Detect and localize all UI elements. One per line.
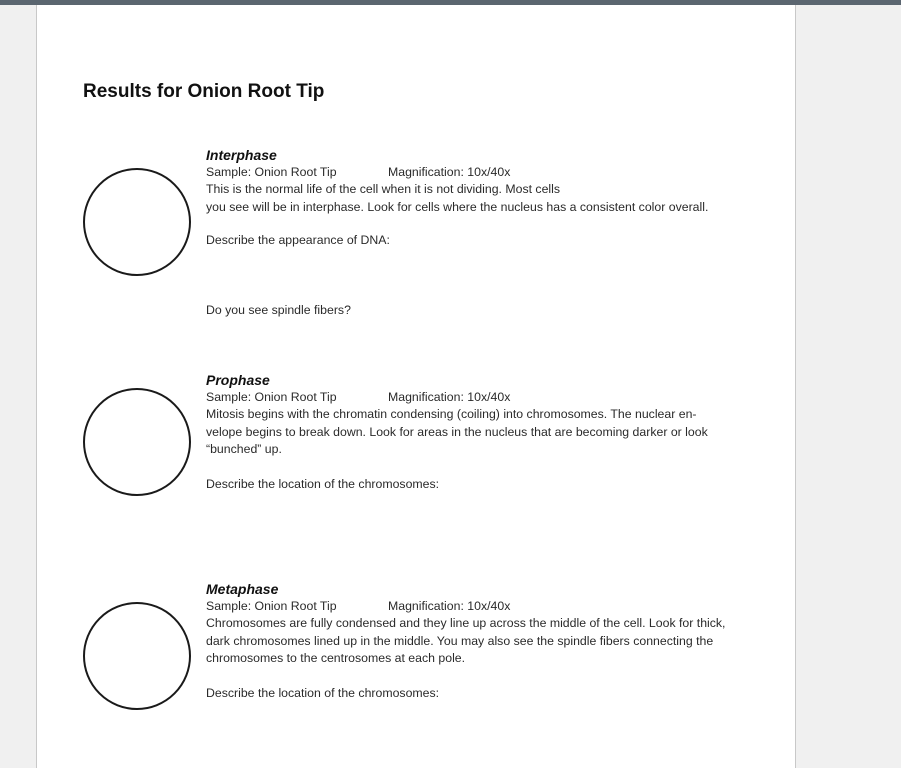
phase-description: Mitosis begins with the chromatin condensing (coiling) into chromosomes. The nuclear en- velope begins to break down. Look for areas in the nucleus that are becoming darker or look “bunched” up. — [206, 407, 708, 456]
question-dna-appearance: Describe the appearance of DNA: — [206, 233, 390, 248]
sample-label: Sample: Onion Root Tip — [206, 165, 337, 179]
phase-text-prophase — [206, 371, 766, 493]
phase-heading: Prophase — [206, 372, 270, 388]
document-title: Results for Onion Root Tip — [83, 81, 325, 102]
sample-row — [206, 598, 766, 615]
phase-heading: Metaphase — [206, 581, 279, 597]
phase-description: This is the normal life of the cell when it is not dividing. Most cells you see will be in interphase. Look for cells where the nucleus has a consistent color overall. — [206, 182, 709, 214]
sample-row — [206, 389, 766, 406]
sample-row — [206, 164, 766, 181]
observation-circle-metaphase — [83, 602, 191, 710]
phase-heading: Interphase — [206, 147, 277, 163]
observation-circle-prophase — [83, 388, 191, 496]
phase-text-metaphase — [206, 580, 766, 702]
sample-label: Sample: Onion Root Tip — [206, 390, 337, 404]
sample-label: Sample: Onion Root Tip — [206, 599, 337, 613]
question-chromosome-location: Describe the location of the chromosomes: — [206, 476, 440, 491]
question-chromosome-location: Describe the location of the chromosomes: — [206, 685, 440, 700]
magnification-label: Magnification: 10x/40x — [388, 165, 511, 179]
magnification-label: Magnification: 10x/40x — [388, 599, 511, 613]
phase-description: Chromosomes are fully condensed and they line up across the middle of the cell. Look for thick, dark chromosomes lined up in the middle. You may also see the spindle fibers connecting the chromosomes to the centrosomes at each pole. — [206, 616, 726, 665]
document-page — [36, 5, 796, 768]
observation-circle-interphase — [83, 168, 191, 276]
phase-text-interphase — [206, 146, 766, 319]
question-spindle-fibers: Do you see spindle fibers? — [206, 303, 351, 318]
magnification-label: Magnification: 10x/40x — [388, 390, 511, 404]
